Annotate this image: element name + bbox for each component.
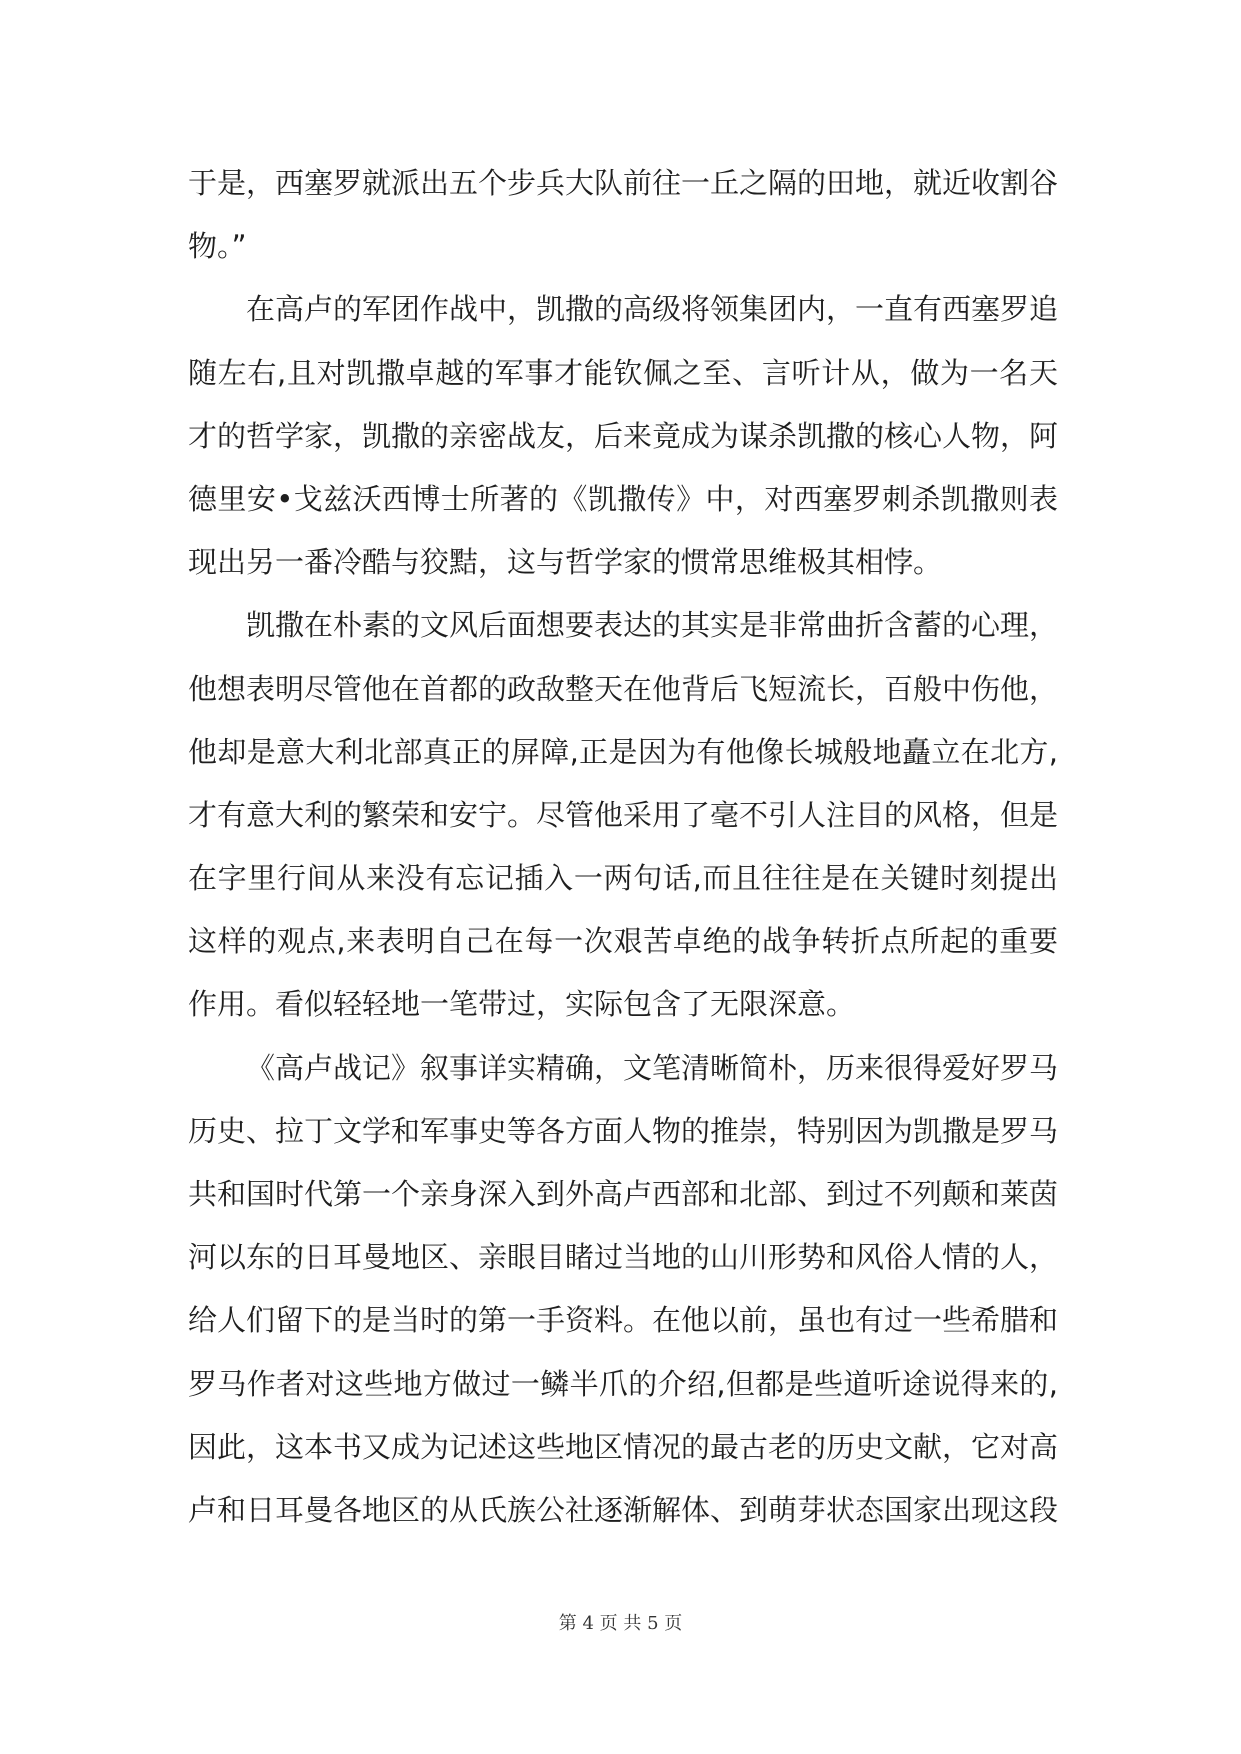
paragraph — [188, 152, 1058, 278]
text-line: 罗马作者对这些地方做过一鳞半爪的介绍,但都是些道听途说得来的, — [188, 1366, 1058, 1401]
text-line: 才有意大利的繁荣和安宁。尽管他采用了毫不引人注目的风格，但是 — [188, 797, 1058, 832]
text-line: 《高卢战记》叙事详实精确，文笔清晰简朴，历来很得爱好罗马 — [246, 1050, 1058, 1085]
text-line: 作用。看似轻轻地一笔带过，实际包含了无限深意。 — [188, 987, 856, 1022]
text-line: 卢和日耳曼各地区的从氏族公社逐渐解体、到萌芽状态国家出现这段 — [188, 1492, 1058, 1527]
text-line: 历史、拉丁文学和军事史等各方面人物的推崇，特别因为凯撒是罗马 — [188, 1113, 1058, 1148]
text-line: 河以东的日耳曼地区、亲眼目睹过当地的山川形势和风俗人情的人， — [188, 1240, 1058, 1275]
text-line: 共和国时代第一个亲身深入到外高卢西部和北部、到过不列颠和莱茵 — [188, 1177, 1058, 1211]
paragraph — [188, 1037, 1058, 1543]
text-line: 在字里行间从来没有忘记插入一两句话,而且往往是在关键时刻提出 — [188, 861, 1058, 896]
text-line: 物。” — [188, 229, 247, 264]
text-line: 现出另一番冷酷与狡黠，这与哲学家的惯常思维极其相悖。 — [188, 545, 943, 580]
text-line: 给人们留下的是当时的第一手资料。在他以前，虽也有过一些希腊和 — [188, 1303, 1058, 1338]
text-line: 随左右,且对凯撒卓越的军事才能钦佩之至、言听计从，做为一名天 — [188, 355, 1058, 390]
text-line: 他想表明尽管他在首都的政敌整天在他背后飞短流长，百般中伤他， — [188, 671, 1058, 706]
page-number-footer: 第 4 页 共 5 页 — [558, 1613, 683, 1634]
body-text — [188, 152, 1058, 1542]
text-line: 他却是意大利北部真正的屏障,正是因为有他像长城般地矗立在北方, — [188, 734, 1058, 769]
text-line: 才的哲学家，凯撒的亲密战友，后来竟成为谋杀凯撒的核心人物，阿 — [188, 418, 1058, 453]
text-line: 于是，西塞罗就派出五个步兵大队前往一丘之隔的田地，就近收割谷 — [188, 166, 1058, 200]
text-line: 在高卢的军团作战中，凯撒的高级将领集团内，一直有西塞罗追 — [246, 292, 1058, 327]
paragraph — [188, 594, 1058, 1036]
text-line: 因此，这本书又成为记述这些地区情况的最古老的历史文献，它对高 — [188, 1429, 1058, 1464]
paragraph — [188, 278, 1058, 594]
text-line: 凯撒在朴素的文风后面想要表达的其实是非常曲折含蓄的心理， — [246, 608, 1058, 643]
text-line: 德里安•戈兹沃西博士所著的《凯撒传》中，对西塞罗刺杀凯撒则表 — [188, 481, 1058, 516]
text-line: 这样的观点,来表明自己在每一次艰苦卓绝的战争转折点所起的重要 — [188, 924, 1058, 959]
